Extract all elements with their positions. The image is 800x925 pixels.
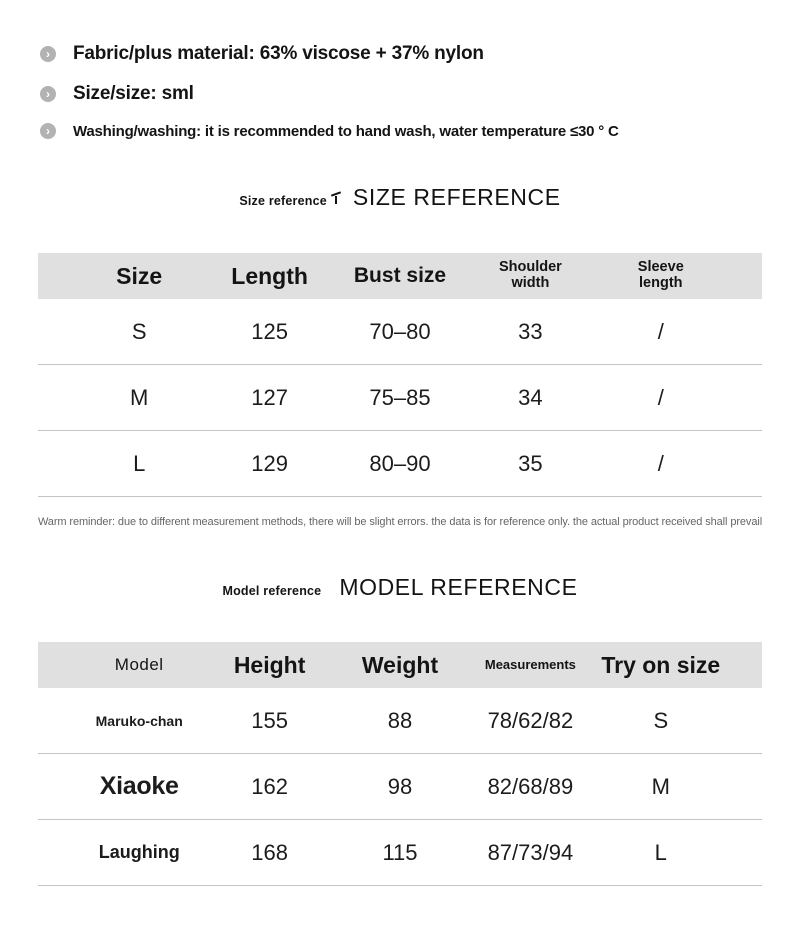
model-table-header-row: [38, 642, 762, 688]
cell-size: M: [130, 384, 149, 410]
cell-measurements: 87/73/94: [487, 839, 574, 865]
size-text: Size/size: sml: [73, 83, 194, 104]
cell-height: 155: [251, 707, 288, 733]
cell-weight: 98: [387, 773, 413, 799]
size-table-header-size: Size: [116, 262, 163, 289]
cell-tryon-size: L: [654, 839, 667, 865]
model-table-header-weight: Weight: [361, 651, 439, 678]
model-table-row-laughing: [38, 820, 762, 886]
cell-model-name: Xiaoke: [99, 772, 179, 800]
chevron-right-icon: ›: [40, 86, 56, 102]
size-table-header-sleeve: Sleeve length: [637, 259, 684, 291]
cell-shoulder: 35: [518, 450, 543, 476]
cell-length: 125: [251, 318, 288, 344]
model-table-header-height: Height: [233, 651, 306, 678]
cell-bust: 70–80: [369, 318, 431, 344]
cell-length: 127: [251, 384, 288, 410]
cell-model-name: Laughing: [98, 842, 180, 862]
size-table-row-s: [38, 299, 762, 365]
model-table: [38, 642, 762, 886]
attribute-fabric: [40, 43, 800, 65]
cell-length: 129: [251, 450, 288, 476]
model-table-header-measurements: Measurements: [484, 656, 576, 672]
cell-weight: 115: [382, 839, 418, 865]
cell-sleeve: /: [657, 450, 664, 476]
cell-size: S: [131, 318, 147, 344]
size-table-header-length: Length: [231, 262, 308, 289]
cell-shoulder: 33: [518, 318, 543, 344]
size-reference-heading: [0, 184, 800, 211]
size-reference-subtitle: Size reference: [239, 194, 327, 208]
cell-size: L: [133, 450, 146, 476]
cell-bust: 80–90: [369, 450, 431, 476]
model-table-row-xiaoke: [38, 754, 762, 820]
cell-bust: 75–85: [369, 384, 431, 410]
size-table-row-l: [38, 431, 762, 497]
size-table-row-m: [38, 365, 762, 431]
warm-reminder-note: Warm reminder: due to different measurement methods, there will be slight errors. the data is for reference only. the actual product received shall prevail: [37, 516, 763, 528]
model-table-header-model: Model: [114, 654, 164, 674]
model-table-header-tryon: Try on size: [601, 651, 721, 678]
attribute-washing: [40, 120, 800, 142]
product-attributes-list: [40, 0, 800, 142]
cell-model-name: Maruko-chan: [95, 712, 183, 729]
model-reference-subtitle: Model reference: [222, 584, 322, 598]
washing-text: Washing/washing: it is recommended to hand wash, water temperature ≤30 ° C: [73, 122, 619, 140]
cell-sleeve: /: [657, 384, 664, 410]
model-reference-title: MODEL REFERENCE: [339, 574, 578, 600]
cell-weight: 88: [387, 707, 413, 733]
model-reference-heading: [0, 574, 800, 601]
cell-height: 162: [251, 773, 288, 799]
cell-sleeve: /: [657, 318, 664, 344]
cell-shoulder: 34: [518, 384, 543, 410]
cell-tryon-size: S: [653, 707, 669, 733]
cell-tryon-size: M: [651, 773, 670, 799]
chevron-right-icon: ›: [40, 123, 56, 139]
cell-height: 168: [251, 839, 288, 865]
size-reference-title: SIZE REFERENCE: [352, 184, 561, 210]
model-table-row-maruko: [38, 688, 762, 754]
fabric-text: Fabric/plus material: 63% viscose + 37% nylon: [73, 43, 484, 64]
attribute-size: [40, 83, 800, 105]
size-table-header-shoulder: Shoulder width: [498, 259, 562, 291]
size-table: [38, 253, 762, 497]
size-table-header-row: [38, 253, 762, 299]
cell-measurements: 78/62/82: [487, 707, 574, 733]
size-table-header-bust: Bust size: [353, 263, 447, 287]
stray-glyph-mark: [331, 189, 341, 205]
cell-measurements: 82/68/89: [487, 773, 574, 799]
chevron-right-icon: ›: [40, 46, 56, 62]
